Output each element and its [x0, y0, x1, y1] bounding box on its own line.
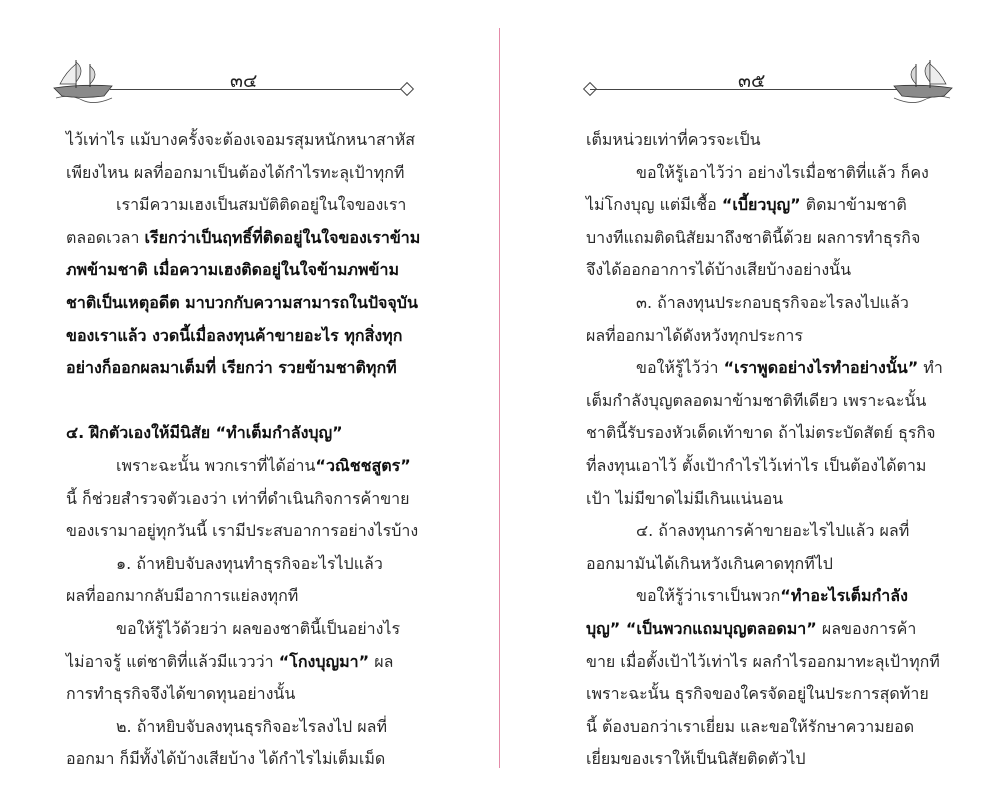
bold-text: “วณิชชสูตร” — [315, 455, 411, 475]
text-line — [586, 189, 940, 222]
text-line — [586, 352, 943, 385]
text-line — [586, 320, 940, 353]
text-line — [66, 613, 420, 646]
line-text: เป้า ไม่มีขาดไม่มีเกินแน่นอน — [586, 488, 784, 508]
text-line — [586, 678, 940, 711]
text-line — [66, 385, 420, 418]
page-number: ๓๔ — [230, 70, 258, 92]
text-line — [66, 222, 420, 255]
line-text: ออกมา ก็มีทั้งได้บ้างเสียบ้าง ได้กำไรไม่เต็มเม็ด — [66, 749, 386, 769]
text-line — [66, 157, 420, 190]
text-line — [66, 352, 420, 385]
text-line — [586, 580, 940, 613]
text-line — [586, 743, 940, 776]
text-line — [66, 320, 420, 353]
text-line — [66, 678, 420, 711]
bold-text: ภพข้ามชาติ เมื่อความเฮงติดอยู่ในใจข้ามภพข้าม — [66, 260, 399, 280]
text-line — [586, 483, 940, 516]
line-text: จึงได้ออกอาการได้บ้างเสียบ้างอย่างนั้น — [586, 260, 851, 280]
bold-text: “เราพูดอย่างไรทำอย่างนั้น” — [723, 358, 919, 378]
line-text: ไม่อาจรู้ แต่ชาติที่แล้วมีแววว่า — [66, 651, 279, 671]
line-text: เพียงไหน ผลที่ออกมาเป็นต้องได้กำไรทะลุเป้าทุกที — [66, 162, 405, 182]
page-body — [66, 124, 420, 776]
bold-text: “ทำอะไรเต็มกำลัง — [780, 586, 908, 606]
text-line — [586, 254, 940, 287]
line-text: ไม่โกงบุญ แต่มีเชื้อ — [586, 195, 722, 215]
bold-text: บุญ” “เป็นพวกแถมบุญตลอดมา” — [586, 618, 817, 638]
line-text: บางทีแถมติดนิสัยมาถึงชาตินี้ด้วย ผลการทำธุรกิจ — [586, 227, 921, 247]
bold-text: อย่างก็ออกผลมาเต็มที่ เรียกว่า รวยข้ามชาติทุกที — [66, 358, 397, 378]
text-line — [66, 287, 420, 320]
line-text: ขอให้รู้เอาไว้ว่า อย่างไรเมื่อชาติที่แล้ว ก็คง — [636, 162, 929, 182]
line-text: ผลที่ออกมาได้ดังหวังทุกประการ — [586, 325, 803, 345]
line-text: เพราะฉะนั้น ธุรกิจของใครจัดอยู่ในประการสุดท้าย — [586, 684, 929, 704]
line-text: ขาย เมื่อตั้งเป้าไว้เท่าไร ผลกำไรออกมาทะลุเป้าทุกที — [586, 651, 940, 671]
line-text: ชาตินี้รับรองหัวเด็ดเท้าขาด ถ้าไม่ตระบัดสัตย์ ธุรกิจ — [586, 423, 936, 443]
text-line — [586, 157, 940, 190]
text-line — [66, 711, 420, 744]
bold-text: ๔. ฝึกตัวเองให้มีนิสัย “ทำเต็มกำลังบุญ” — [66, 423, 343, 443]
line-text: ขอให้รู้ไว้ด้วยว่า ผลของชาตินี้เป็นอย่างไร — [116, 618, 401, 638]
line-text: เรามีความเฮงเป็นสมบัติติดอยู่ในใจของเรา — [116, 195, 407, 215]
line-text: เยี่ยมของเราให้เป็นนิสัยติดตัวไป — [586, 749, 806, 769]
bold-text: “เบี้ยวบุญ” — [721, 195, 801, 215]
text-line — [586, 222, 940, 255]
line-text: ทำ — [918, 358, 943, 378]
line-text: ออกมามันได้เกินหวังเกินคาดทุกทีไป — [586, 553, 833, 573]
line-text: เต็มหน่วยเท่าที่ควรจะเป็น — [586, 130, 761, 149]
line-text: ผลที่ออกมากลับมีอาการแย่ลงทุกที — [66, 586, 299, 606]
line-text: ตลอดเวลา — [66, 227, 145, 247]
text-line — [586, 385, 940, 418]
text-line — [66, 450, 420, 483]
right-page — [500, 0, 1000, 791]
text-line — [66, 254, 420, 287]
line-text: ที่ลงทุนเอาไว้ ตั้งเป้ากำไรไว้เท่าไร เป็นต้องได้ตาม — [586, 455, 927, 475]
line-text: ติดมาข้ามชาติ — [800, 195, 907, 215]
line-text: เพราะฉะนั้น พวกเราที่ได้อ่าน — [116, 455, 316, 475]
line-text: ไว้เท่าไร แม้บางครั้งจะต้องเจอมรสุมหนักหนาสาหัส — [66, 130, 416, 149]
line-text: ผลของการค้า — [816, 618, 917, 638]
text-line — [586, 450, 940, 483]
text-line — [586, 646, 940, 679]
line-text: ผล — [369, 651, 394, 671]
text-line — [586, 287, 940, 320]
text-line — [66, 483, 420, 516]
line-text: ขอให้รู้ไว้ว่า — [636, 358, 724, 378]
line-text: ๒. ถ้าหยิบจับลงทุนธุรกิจอะไรลงไป ผลที่ — [116, 716, 387, 736]
text-line — [586, 417, 940, 450]
line-text: ขอให้รู้ว่าเราเป็นพวก — [636, 586, 781, 606]
line-text: ๑. ถ้าหยิบจับลงทุนทำธุรกิจอะไรไปแล้ว — [116, 553, 383, 573]
line-text: ของเรามาอยู่ทุกวันนี้ เรามีประสบอาการอย่างไรบ้าง — [66, 521, 419, 541]
text-line — [66, 646, 420, 679]
text-line — [586, 613, 940, 646]
page-body — [586, 124, 943, 776]
page-number: ๓๕ — [738, 70, 766, 92]
line-text: เต็มกำลังบุญตลอดมาข้ามชาติทีเดียว เพราะฉะนั้น — [586, 390, 927, 410]
line-text: การทำธุรกิจจึงได้ขาดทุนอย่างนั้น — [66, 684, 296, 704]
bold-text: ของเราแล้ว งวดนี้เมื่อลงทุนค้าขายอะไร ทุกสิ่งทุก — [66, 325, 403, 345]
bold-text: “โกงบุญมา” — [278, 651, 370, 671]
text-line — [66, 189, 420, 222]
line-text: นี้ ก็ช่วยสำรวจตัวเองว่า เท่าที่ดำเนินกิจการค้าขาย — [66, 488, 410, 508]
text-line — [586, 515, 940, 548]
line-text: นี้ ต้องบอกว่าเราเยี่ยม และขอให้รักษาความยอด — [586, 716, 915, 736]
text-line — [586, 711, 940, 744]
text-line — [66, 548, 420, 581]
bold-text: ชาติเป็นเหตุอดีต มาบวกกับความสามารถในปัจจุบัน — [66, 292, 418, 312]
line-text: ๔. ถ้าลงทุนการค้าขายอะไรไปแล้ว ผลที่ — [636, 521, 910, 541]
text-line — [66, 580, 420, 613]
sailing-ship-icon — [892, 54, 954, 104]
text-line — [66, 417, 420, 450]
line-text: ๓. ถ้าลงทุนประกอบธุรกิจอะไรลงไปแล้ว — [636, 292, 909, 312]
bold-text: เรียกว่าเป็นฤทธิ์ที่ติดอยู่ในใจของเราข้าม — [144, 227, 421, 247]
diamond-ornament — [400, 82, 414, 96]
sailing-ship-icon — [52, 54, 114, 104]
text-line — [66, 515, 420, 548]
header-rule — [110, 89, 406, 90]
text-line — [586, 124, 940, 157]
text-line — [66, 124, 420, 157]
text-line — [66, 743, 420, 776]
text-line — [586, 548, 940, 581]
